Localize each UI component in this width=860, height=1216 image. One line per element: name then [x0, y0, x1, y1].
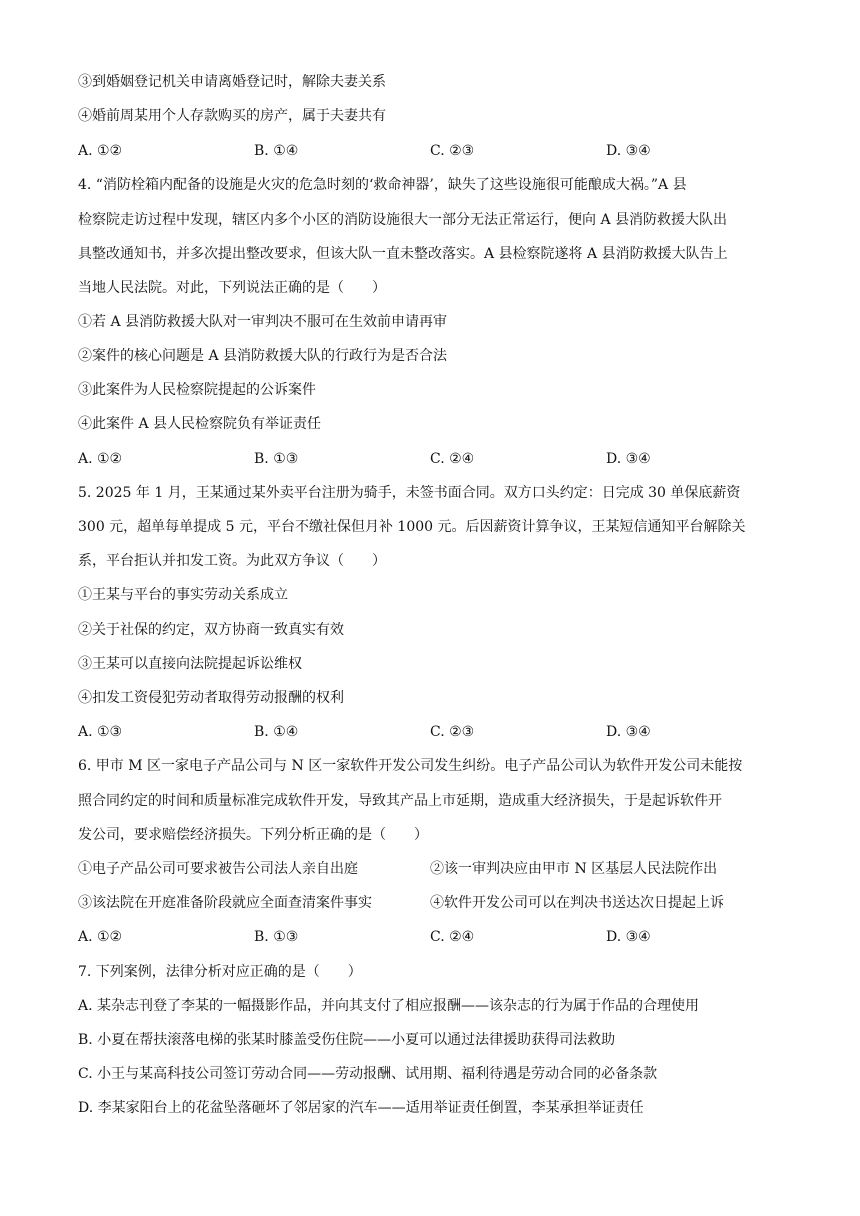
q5-option-b: B. ①④: [254, 724, 299, 740]
q3-option-b: B. ①④: [254, 143, 299, 159]
q4-item-3: ③此案件为人民检察院提起的公诉案件: [78, 382, 316, 398]
q6-option-d: D. ③④: [606, 929, 651, 945]
q4-option-a: A. ①②: [78, 451, 123, 467]
q6-stem-1: 6. 甲市 M 区一家电子产品公司与 N 区一家软件开发公司发生纠纷。电子产品公司认为软件开发公司未能按: [78, 758, 743, 774]
q5-item-1: ①王某与平台的事实劳动关系成立: [78, 587, 288, 603]
q5-options: [78, 722, 798, 742]
q7-option-a: A. 某杂志刊登了李某的一幅摄影作品，并向其支付了相应报酬——该杂志的行为属于作品的合理使用: [78, 998, 700, 1014]
q5-item-2: ②关于社保的约定，双方协商一致真实有效: [78, 622, 344, 638]
q6-stem-3: 发公司，要求赔偿经济损失。下列分析正确的是（ ）: [78, 827, 428, 843]
q5-option-c: C. ②③: [430, 724, 475, 740]
q6-item-2: ②该一审判决应由甲市 N 区基层人民法院作出: [430, 861, 718, 877]
q4-item-2: ②案件的核心问题是 A 县消防救援大队的行政行为是否合法: [78, 348, 448, 364]
q6-options: [78, 927, 798, 947]
q6-item-1: ①电子产品公司可要求被告公司法人亲自出庭: [78, 861, 358, 877]
q5-stem-2: 300 元，超单每单提成 5 元，平台不缴社保但月补 1000 元。后因薪资计算争议，王某短信通知平台解除关: [78, 519, 746, 535]
q7-option-d: D. 李某家阳台上的花盆坠落砸坏了邻居家的汽车——适用举证责任倒置，李某承担举证责任: [78, 1100, 644, 1116]
q4-option-c: C. ②④: [430, 451, 475, 467]
q7-option-c: C. 小王与某高科技公司签订劳动合同——劳动报酬、试用期、福利待遇是劳动合同的必备条款: [78, 1066, 658, 1082]
q5-option-a: A. ①③: [78, 724, 123, 740]
q6-option-b: B. ①③: [254, 929, 299, 945]
q6-item-3: ③该法院在开庭准备阶段就应全面查清案件事实: [78, 895, 372, 911]
q4-item-1: ①若 A 县消防救援大队对一审判决不服可在生效前申请再审: [78, 314, 448, 330]
q4-item-4: ④此案件 A 县人民检察院负有举证责任: [78, 416, 322, 432]
q3-item-4: ④婚前周某用个人存款购买的房产，属于夫妻共有: [78, 108, 386, 124]
q6-option-c: C. ②④: [430, 929, 475, 945]
q4-stem-3: 具整改通知书，并多次提出整改要求，但该大队一直未整改落实。A 县检察院遂将 A 县消防救援大队告上: [78, 246, 728, 262]
q5-stem-3: 系，平台拒认并扣发工资。为此双方争议（ ）: [78, 553, 386, 569]
q6-item-4: ④软件开发公司可以在判决书送达次日提起上诉: [430, 895, 724, 911]
q5-stem-1: 5. 2025 年 1 月，王某通过某外卖平台注册为骑手，未签书面合同。双方口头约定：日完成 30 单保底薪资: [78, 485, 741, 501]
q3-option-d: D. ③④: [606, 143, 651, 159]
q4-options: [78, 449, 798, 469]
q4-option-b: B. ①③: [254, 451, 299, 467]
q5-item-4: ④扣发工资侵犯劳动者取得劳动报酬的权利: [78, 690, 344, 706]
q5-option-d: D. ③④: [606, 724, 651, 740]
q4-stem-1: 4. “消防栓箱内配备的设施是火灾的危急时刻的‘救命神器’，缺失了这些设施很可能酿成大祸。”A 县: [78, 177, 687, 193]
q6-stem-2: 照合同约定的时间和质量标准完成软件开发，导致其产品上市延期，造成重大经济损失，于是起诉软件开: [78, 793, 722, 809]
q4-option-d: D. ③④: [606, 451, 651, 467]
q3-item-3: ③到婚姻登记机关申请离婚登记时，解除夫妻关系: [78, 74, 386, 90]
q4-stem-4: 当地人民法院。对此，下列说法正确的是（ ）: [78, 280, 386, 296]
q3-options: [78, 141, 798, 161]
q3-option-c: C. ②③: [430, 143, 475, 159]
q4-stem-2: 检察院走访过程中发现，辖区内多个小区的消防设施很大一部分无法正常运行，便向 A 县消防救援大队出: [78, 212, 728, 228]
q5-item-3: ③王某可以直接向法院提起诉讼维权: [78, 656, 302, 672]
q7-option-b: B. 小夏在帮扶滚落电梯的张某时膝盖受伤住院——小夏可以通过法律援助获得司法救助: [78, 1032, 616, 1048]
q3-option-a: A. ①②: [78, 143, 123, 159]
q6-items-row-1: [78, 859, 798, 879]
q6-option-a: A. ①②: [78, 929, 123, 945]
q6-items-row-2: [78, 893, 798, 913]
q7-stem: 7. 下列案例，法律分析对应正确的是（ ）: [78, 964, 362, 980]
